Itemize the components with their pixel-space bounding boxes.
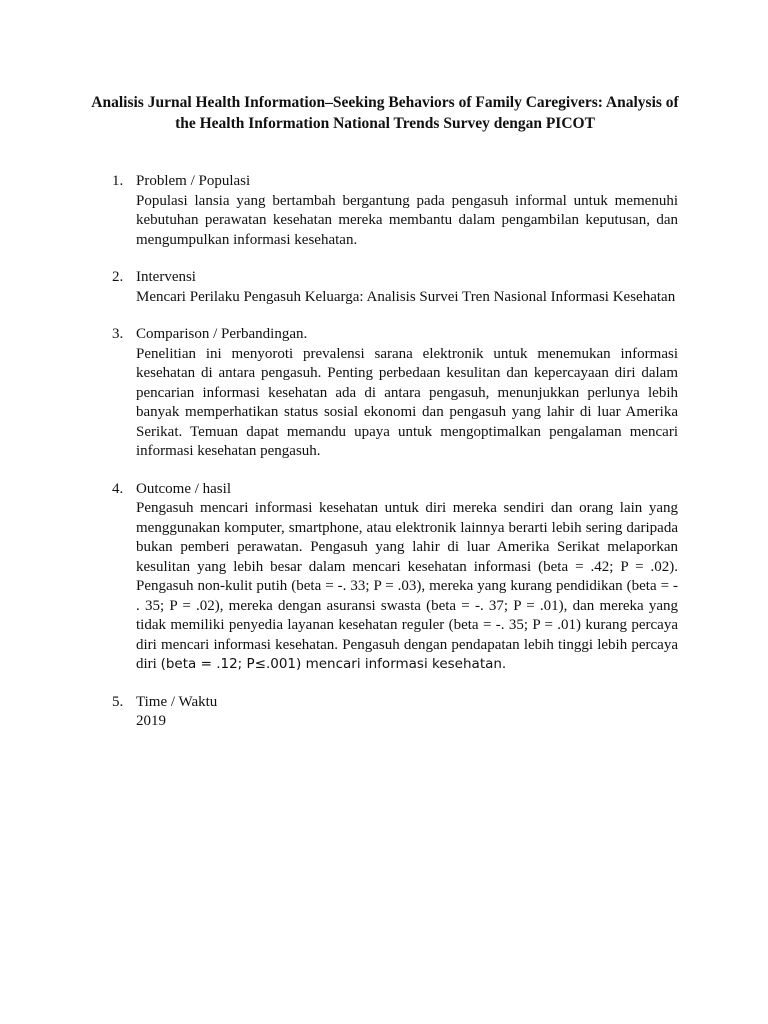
picot-list bbox=[0, 172, 768, 750]
list-item-outcome bbox=[0, 480, 768, 675]
item-body bbox=[136, 499, 678, 675]
item-heading: Intervensi bbox=[136, 269, 196, 285]
item-number: 3. bbox=[112, 326, 124, 342]
item-body-text: Pengasuh mencari informasi kesehatan untuk diri mereka sendiri dan orang lain yang menggunakan komputer, smartphone, atau elektronik lainnya berarti lebih sering daripada bukan pemberi perawatan. Pengasuh yang lahir di luar Amerika Serikat melaporkan kesulitan yang lebih besar dalam mencari kesehatan informasi (beta = .42; P = .02). Pengasuh non-kulit putih (beta = -. 33; P = .03), mereka yang kurang pendidikan (beta = - . 35; P = .02), mereka dengan asuransi swasta (beta = -. 37; P = .01), dan mereka yang tidak memiliki penyedia layanan kesehatan reguler (beta = -. 35; P = .01) kurang percaya diri mencari informasi kesehatan. Pengasuh dengan pendapatan lebih tinggi lebih percaya diri bbox=[136, 500, 678, 672]
item-heading: Comparison / Perbandingan. bbox=[136, 326, 308, 342]
item-number: 2. bbox=[112, 269, 124, 285]
item-body: 2019 bbox=[136, 713, 166, 729]
item-body: Penelitian ini menyoroti prevalensi sarana elektronik untuk menemukan informasi kesehatan di antara pengasuh. Penting perbedaan kesulitan dan kepercayaan diri dalam pencarian informasi kesehatan ada di antara pengasuh, menunjukkan perlunya lebih banyak memperhatikan status sosial ekonomi dan pengasuh yang lahir di luar Amerika Serikat. Temuan dapat memandu upaya untuk mengoptimalkan pengalaman mencari informasi kesehatan pengasuh. bbox=[136, 345, 678, 459]
item-body: Populasi lansia yang bertambah bergantung pada pengasuh informal untuk memenuhi kebutuhan perawatan kesehatan mereka membantu dalam pengambilan keputusan, dan mengumpulkan informasi kesehatan. bbox=[136, 192, 678, 248]
item-heading: Time / Waktu bbox=[136, 693, 218, 710]
item-number: 5. bbox=[112, 693, 124, 710]
item-body: Mencari Perilaku Pengasuh Keluarga: Analisis Survei Tren Nasional Informasi Kesehatan bbox=[136, 288, 676, 305]
list-item-problem bbox=[0, 172, 768, 250]
item-body-tail: (beta = .12; P≤.001) mencari informasi kesehatan. bbox=[160, 656, 507, 672]
list-item-time bbox=[0, 693, 768, 732]
item-heading: Outcome / hasil bbox=[136, 480, 231, 497]
list-item-comparison bbox=[0, 325, 768, 462]
item-number: 1. bbox=[112, 173, 124, 189]
list-item-intervention bbox=[0, 268, 768, 307]
document-title: Analisis Jurnal Health Information–Seeking Behaviors of Family Caregivers: Analysis of the Health Information National Trends Survey dengan PICOT bbox=[91, 94, 679, 132]
item-number: 4. bbox=[112, 480, 124, 497]
item-heading: Problem / Populasi bbox=[136, 173, 251, 189]
